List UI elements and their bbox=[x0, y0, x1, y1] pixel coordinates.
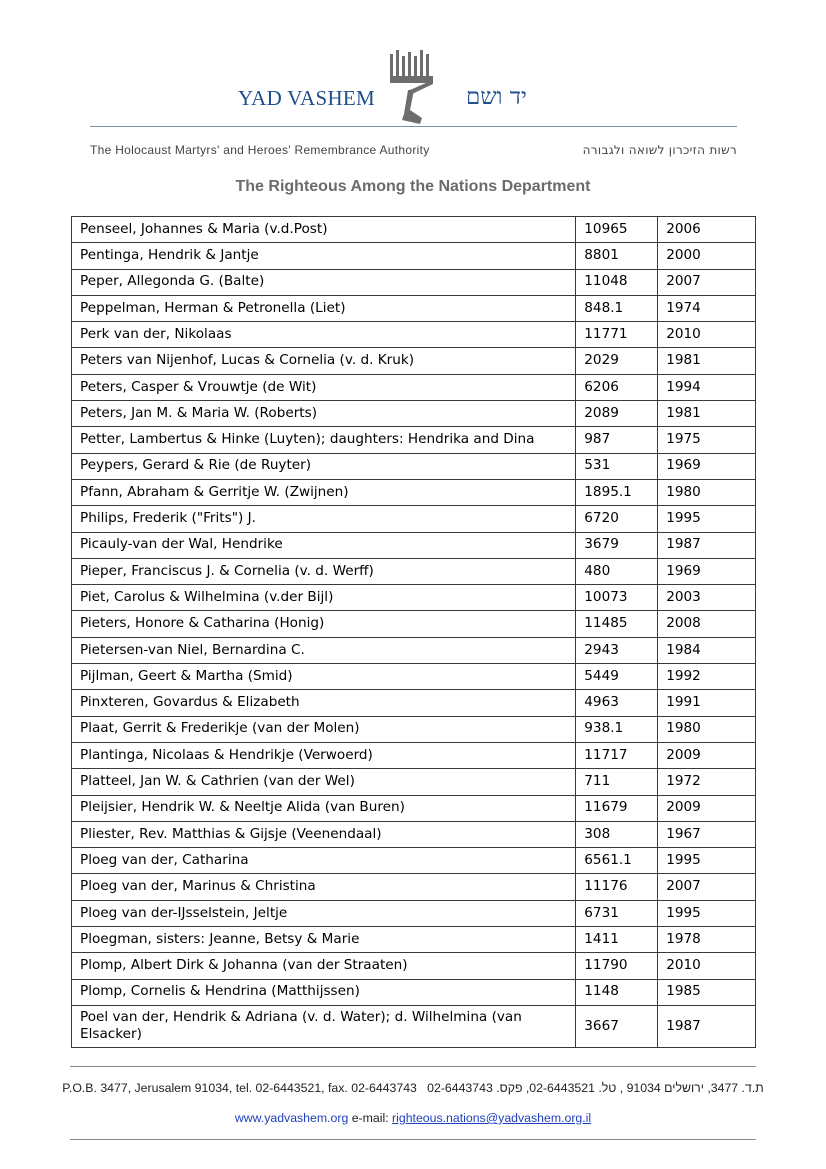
file-number-cell: 2089 bbox=[576, 401, 658, 427]
table-row bbox=[72, 427, 756, 453]
year-cell: 1974 bbox=[658, 295, 756, 321]
name-cell: Pentinga, Hendrik & Jantje bbox=[72, 243, 576, 269]
table-row bbox=[72, 874, 756, 900]
header-divider bbox=[90, 126, 737, 127]
table-row bbox=[72, 532, 756, 558]
file-number-cell: 480 bbox=[576, 558, 658, 584]
name-cell: Penseel, Johannes & Maria (v.d.Post) bbox=[72, 217, 576, 243]
email-label: e-mail: bbox=[351, 1111, 389, 1125]
table-row bbox=[72, 716, 756, 742]
year-cell: 1992 bbox=[658, 664, 756, 690]
file-number-cell: 5449 bbox=[576, 664, 658, 690]
table-row bbox=[72, 295, 756, 321]
year-cell: 2000 bbox=[658, 243, 756, 269]
file-number-cell: 6731 bbox=[576, 900, 658, 926]
year-cell: 2009 bbox=[658, 795, 756, 821]
file-number-cell: 11485 bbox=[576, 611, 658, 637]
table-body bbox=[72, 217, 756, 1048]
table-row bbox=[72, 927, 756, 953]
year-cell: 2007 bbox=[658, 874, 756, 900]
name-cell: Pieters, Honore & Catharina (Honig) bbox=[72, 611, 576, 637]
file-number-cell: 6720 bbox=[576, 506, 658, 532]
name-cell: Platteel, Jan W. & Cathrien (van der Wel) bbox=[72, 769, 576, 795]
address-hebrew: ת.ד. 3477, ירושלים 91034 , טל. 02-6443521, פקס. 02-6443743 bbox=[427, 1081, 764, 1095]
file-number-cell: 531 bbox=[576, 453, 658, 479]
name-cell: Petter, Lambertus & Hinke (Luyten); daughters: Hendrika and Dina bbox=[72, 427, 576, 453]
table-row bbox=[72, 953, 756, 979]
name-cell: Peters, Casper & Vrouwtje (de Wit) bbox=[72, 374, 576, 400]
year-cell: 1969 bbox=[658, 453, 756, 479]
file-number-cell: 11176 bbox=[576, 874, 658, 900]
file-number-cell: 2943 bbox=[576, 637, 658, 663]
file-number-cell: 308 bbox=[576, 821, 658, 847]
table-row bbox=[72, 506, 756, 532]
table-row bbox=[72, 269, 756, 295]
table-row bbox=[72, 664, 756, 690]
table-row bbox=[72, 742, 756, 768]
year-cell: 1980 bbox=[658, 479, 756, 505]
file-number-cell: 11679 bbox=[576, 795, 658, 821]
file-number-cell: 6561.1 bbox=[576, 848, 658, 874]
address-english: P.O.B. 3477, Jerusalem 91034, tel. 02-6443521, fax. 02-6443743 bbox=[62, 1081, 417, 1095]
file-number-cell: 11771 bbox=[576, 322, 658, 348]
file-number-cell: 3679 bbox=[576, 532, 658, 558]
file-number-cell: 11048 bbox=[576, 269, 658, 295]
year-cell: 1984 bbox=[658, 637, 756, 663]
file-number-cell: 3667 bbox=[576, 1005, 658, 1047]
name-cell: Peypers, Gerard & Rie (de Ruyter) bbox=[72, 453, 576, 479]
year-cell: 1991 bbox=[658, 690, 756, 716]
name-cell: Picauly-van der Wal, Hendrike bbox=[72, 532, 576, 558]
year-cell: 1969 bbox=[658, 558, 756, 584]
table-row bbox=[72, 243, 756, 269]
year-cell: 1995 bbox=[658, 900, 756, 926]
file-number-cell: 10073 bbox=[576, 585, 658, 611]
table-row bbox=[72, 900, 756, 926]
name-cell: Peppelman, Herman & Petronella (Liet) bbox=[72, 295, 576, 321]
menorah-logo-icon bbox=[386, 50, 438, 128]
table-row bbox=[72, 611, 756, 637]
name-cell: Ploeg van der-IJsselstein, Jeltje bbox=[72, 900, 576, 926]
file-number-cell: 11790 bbox=[576, 953, 658, 979]
name-cell: Plomp, Albert Dirk & Johanna (van der Straaten) bbox=[72, 953, 576, 979]
year-cell: 2010 bbox=[658, 322, 756, 348]
name-cell: Ploeg van der, Catharina bbox=[72, 848, 576, 874]
name-cell: Ploegman, sisters: Jeanne, Betsy & Marie bbox=[72, 927, 576, 953]
file-number-cell: 711 bbox=[576, 769, 658, 795]
name-cell: Pinxteren, Govardus & Elizabeth bbox=[72, 690, 576, 716]
year-cell: 1975 bbox=[658, 427, 756, 453]
file-number-cell: 1895.1 bbox=[576, 479, 658, 505]
table-row bbox=[72, 1005, 756, 1047]
file-number-cell: 2029 bbox=[576, 348, 658, 374]
brand-name-english: YAD VASHEM bbox=[238, 86, 376, 110]
file-number-cell: 987 bbox=[576, 427, 658, 453]
table-row bbox=[72, 637, 756, 663]
table-row bbox=[72, 322, 756, 348]
name-cell: Plaat, Gerrit & Frederikje (van der Molen) bbox=[72, 716, 576, 742]
name-cell: Philips, Frederik ("Frits") J. bbox=[72, 506, 576, 532]
year-cell: 1981 bbox=[658, 348, 756, 374]
year-cell: 1995 bbox=[658, 848, 756, 874]
table-row bbox=[72, 769, 756, 795]
name-cell: Piet, Carolus & Wilhelmina (v.der Bijl) bbox=[72, 585, 576, 611]
table-row bbox=[72, 585, 756, 611]
year-cell: 2003 bbox=[658, 585, 756, 611]
name-cell: Pfann, Abraham & Gerritje W. (Zwijnen) bbox=[72, 479, 576, 505]
name-cell: Plomp, Cornelis & Hendrina (Matthijssen) bbox=[72, 979, 576, 1005]
file-number-cell: 848.1 bbox=[576, 295, 658, 321]
year-cell: 1978 bbox=[658, 927, 756, 953]
name-cell: Poel van der, Hendrik & Adriana (v. d. Water); d. Wilhelmina (van Elsacker) bbox=[72, 1005, 576, 1047]
year-cell: 2009 bbox=[658, 742, 756, 768]
footer-divider-bottom bbox=[70, 1139, 756, 1140]
year-cell: 1987 bbox=[658, 532, 756, 558]
name-cell: Pijlman, Geert & Martha (Smid) bbox=[72, 664, 576, 690]
name-cell: Pietersen-van Niel, Bernardina C. bbox=[72, 637, 576, 663]
name-cell: Pieper, Franciscus J. & Cornelia (v. d. Werff) bbox=[72, 558, 576, 584]
file-number-cell: 1411 bbox=[576, 927, 658, 953]
year-cell: 1967 bbox=[658, 821, 756, 847]
authority-hebrew: רשות הזיכרון לשואה ולגבורה bbox=[582, 143, 737, 157]
file-number-cell: 4963 bbox=[576, 690, 658, 716]
table-row bbox=[72, 979, 756, 1005]
name-cell: Pliester, Rev. Matthias & Gijsje (Veenendaal) bbox=[72, 821, 576, 847]
file-number-cell: 8801 bbox=[576, 243, 658, 269]
email-link[interactable]: righteous.nations@yadvashem.org.il bbox=[392, 1111, 592, 1125]
file-number-cell: 10965 bbox=[576, 217, 658, 243]
table-row bbox=[72, 848, 756, 874]
year-cell: 1994 bbox=[658, 374, 756, 400]
name-cell: Ploeg van der, Marinus & Christina bbox=[72, 874, 576, 900]
department-title: The Righteous Among the Nations Department bbox=[235, 178, 591, 195]
year-cell: 1972 bbox=[658, 769, 756, 795]
brand-name-hebrew: יד ושם bbox=[466, 84, 527, 110]
table-row bbox=[72, 453, 756, 479]
file-number-cell: 6206 bbox=[576, 374, 658, 400]
year-cell: 1985 bbox=[658, 979, 756, 1005]
footer-contact bbox=[0, 1111, 826, 1125]
name-cell: Pleijsier, Hendrik W. & Neeltje Alida (van Buren) bbox=[72, 795, 576, 821]
table-row bbox=[72, 348, 756, 374]
name-cell: Peper, Allegonda G. (Balte) bbox=[72, 269, 576, 295]
name-cell: Plantinga, Nicolaas & Hendrikje (Verwoerd) bbox=[72, 742, 576, 768]
authority-english: The Holocaust Martyrs' and Heroes' Remembrance Authority bbox=[90, 143, 430, 157]
table-row bbox=[72, 690, 756, 716]
name-cell: Perk van der, Nikolaas bbox=[72, 322, 576, 348]
letterhead bbox=[0, 0, 826, 205]
footer-divider-top bbox=[70, 1066, 756, 1067]
authority-line bbox=[90, 143, 737, 157]
year-cell: 2008 bbox=[658, 611, 756, 637]
year-cell: 1981 bbox=[658, 401, 756, 427]
file-number-cell: 11717 bbox=[576, 742, 658, 768]
website-link[interactable]: www.yadvashem.org bbox=[234, 1111, 349, 1125]
table-row bbox=[72, 558, 756, 584]
table-row bbox=[72, 374, 756, 400]
righteous-list-table bbox=[71, 216, 756, 1048]
table-row bbox=[72, 217, 756, 243]
table-row bbox=[72, 795, 756, 821]
file-number-cell: 938.1 bbox=[576, 716, 658, 742]
year-cell: 2007 bbox=[658, 269, 756, 295]
name-cell: Peters van Nijenhof, Lucas & Cornelia (v. d. Kruk) bbox=[72, 348, 576, 374]
file-number-cell: 1148 bbox=[576, 979, 658, 1005]
year-cell: 2010 bbox=[658, 953, 756, 979]
year-cell: 2006 bbox=[658, 217, 756, 243]
table-row bbox=[72, 479, 756, 505]
name-cell: Peters, Jan M. & Maria W. (Roberts) bbox=[72, 401, 576, 427]
year-cell: 1980 bbox=[658, 716, 756, 742]
table-row bbox=[72, 821, 756, 847]
table-row bbox=[72, 401, 756, 427]
year-cell: 1995 bbox=[658, 506, 756, 532]
footer-address bbox=[0, 1081, 826, 1095]
year-cell: 1987 bbox=[658, 1005, 756, 1047]
